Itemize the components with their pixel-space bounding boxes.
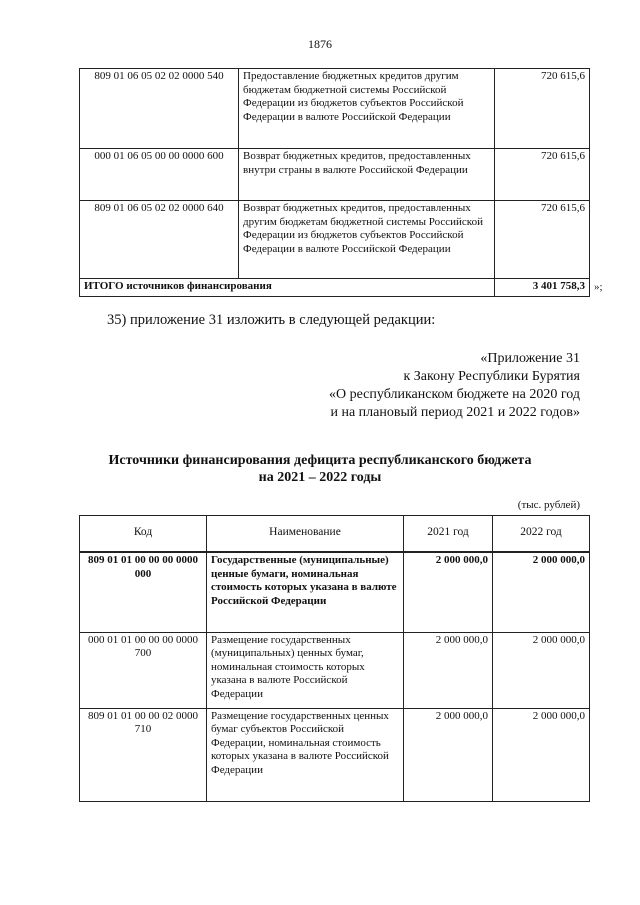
units-label: (тыс. рублей) bbox=[517, 499, 580, 511]
row-name: Размещение государственных (муниципальных) ценных бумаг, номинальная стоимость которых указана в валюте Российской Федерации bbox=[207, 632, 404, 708]
row-2022: 2 000 000,0 bbox=[493, 552, 590, 632]
page-number: 1876 bbox=[308, 37, 332, 51]
sources-table bbox=[79, 515, 590, 802]
header-2022: 2022 год bbox=[493, 516, 590, 553]
row-code: 000 01 06 05 00 00 0000 600 bbox=[80, 149, 239, 201]
table-row bbox=[80, 708, 590, 801]
row-code: 809 01 01 00 00 02 0000 710 bbox=[80, 708, 207, 801]
appendix-header bbox=[329, 350, 580, 422]
row-name: Возврат бюджетных кредитов, предоставленных другим бюджетам бюджетной системы Российской Федерации из бюджетов субъектов Российской Федерации в валюте Российской Федерации bbox=[239, 201, 495, 279]
total-row bbox=[80, 279, 590, 297]
row-2021: 2 000 000,0 bbox=[404, 552, 493, 632]
row-name: Возврат бюджетных кредитов, предоставленных внутри страны в валюте Российской Федерации bbox=[239, 149, 495, 201]
sources-table-continued bbox=[79, 68, 590, 297]
row-code: 809 01 01 00 00 00 0000 000 bbox=[80, 552, 207, 632]
row-name: Государственные (муниципальные) ценные бумаги, номинальная стоимость которых указана в валюте Российской Федерации bbox=[207, 552, 404, 632]
table-row bbox=[80, 149, 590, 201]
row-code: 809 01 06 05 02 02 0000 640 bbox=[80, 201, 239, 279]
appendix-line: и на плановый период 2021 и 2022 годов» bbox=[330, 405, 580, 420]
row-2021: 2 000 000,0 bbox=[404, 708, 493, 801]
header-code: Код bbox=[80, 516, 207, 553]
table-row bbox=[80, 69, 590, 149]
row-name: Размещение государственных ценных бумаг субъектов Российской Федерации, номинальная стоимость которых указана в валюте Российской Федерации bbox=[207, 708, 404, 801]
header-2021: 2021 год bbox=[404, 516, 493, 553]
appendix-line: «Приложение 31 bbox=[480, 351, 580, 366]
row-amount: 720 615,6 bbox=[495, 201, 590, 279]
total-label: ИТОГО источников финансирования bbox=[80, 279, 495, 297]
appendix-line: «О республиканском бюджете на 2020 год bbox=[329, 387, 580, 402]
row-2022: 2 000 000,0 bbox=[493, 632, 590, 708]
row-code: 809 01 06 05 02 02 0000 540 bbox=[80, 69, 239, 149]
row-code: 000 01 01 00 00 00 0000 700 bbox=[80, 632, 207, 708]
row-2022: 2 000 000,0 bbox=[493, 708, 590, 801]
table-row bbox=[80, 201, 590, 279]
table-header-row bbox=[80, 516, 590, 553]
row-amount: 720 615,6 bbox=[495, 69, 590, 149]
amendment-paragraph: 35) приложение 31 изложить в следующей редакции: bbox=[107, 312, 436, 328]
appendix-line: к Закону Республики Бурятия bbox=[403, 369, 580, 384]
row-2021: 2 000 000,0 bbox=[404, 632, 493, 708]
row-name: Предоставление бюджетных кредитов другим бюджетам бюджетной системы Российской Федерации из бюджетов субъектов Российской Федерации в валюте Российской Федерации bbox=[239, 69, 495, 149]
header-name: Наименование bbox=[207, 516, 404, 553]
closing-quote: »; bbox=[594, 281, 603, 293]
title-line: на 2021 – 2022 годы bbox=[258, 470, 382, 485]
title-line: Источники финансирования дефицита республиканского бюджета bbox=[108, 453, 532, 468]
row-amount: 720 615,6 bbox=[495, 149, 590, 201]
table-row bbox=[80, 552, 590, 632]
table-row bbox=[80, 632, 590, 708]
total-amount: 3 401 758,3 bbox=[495, 279, 590, 297]
document-title bbox=[0, 452, 640, 486]
